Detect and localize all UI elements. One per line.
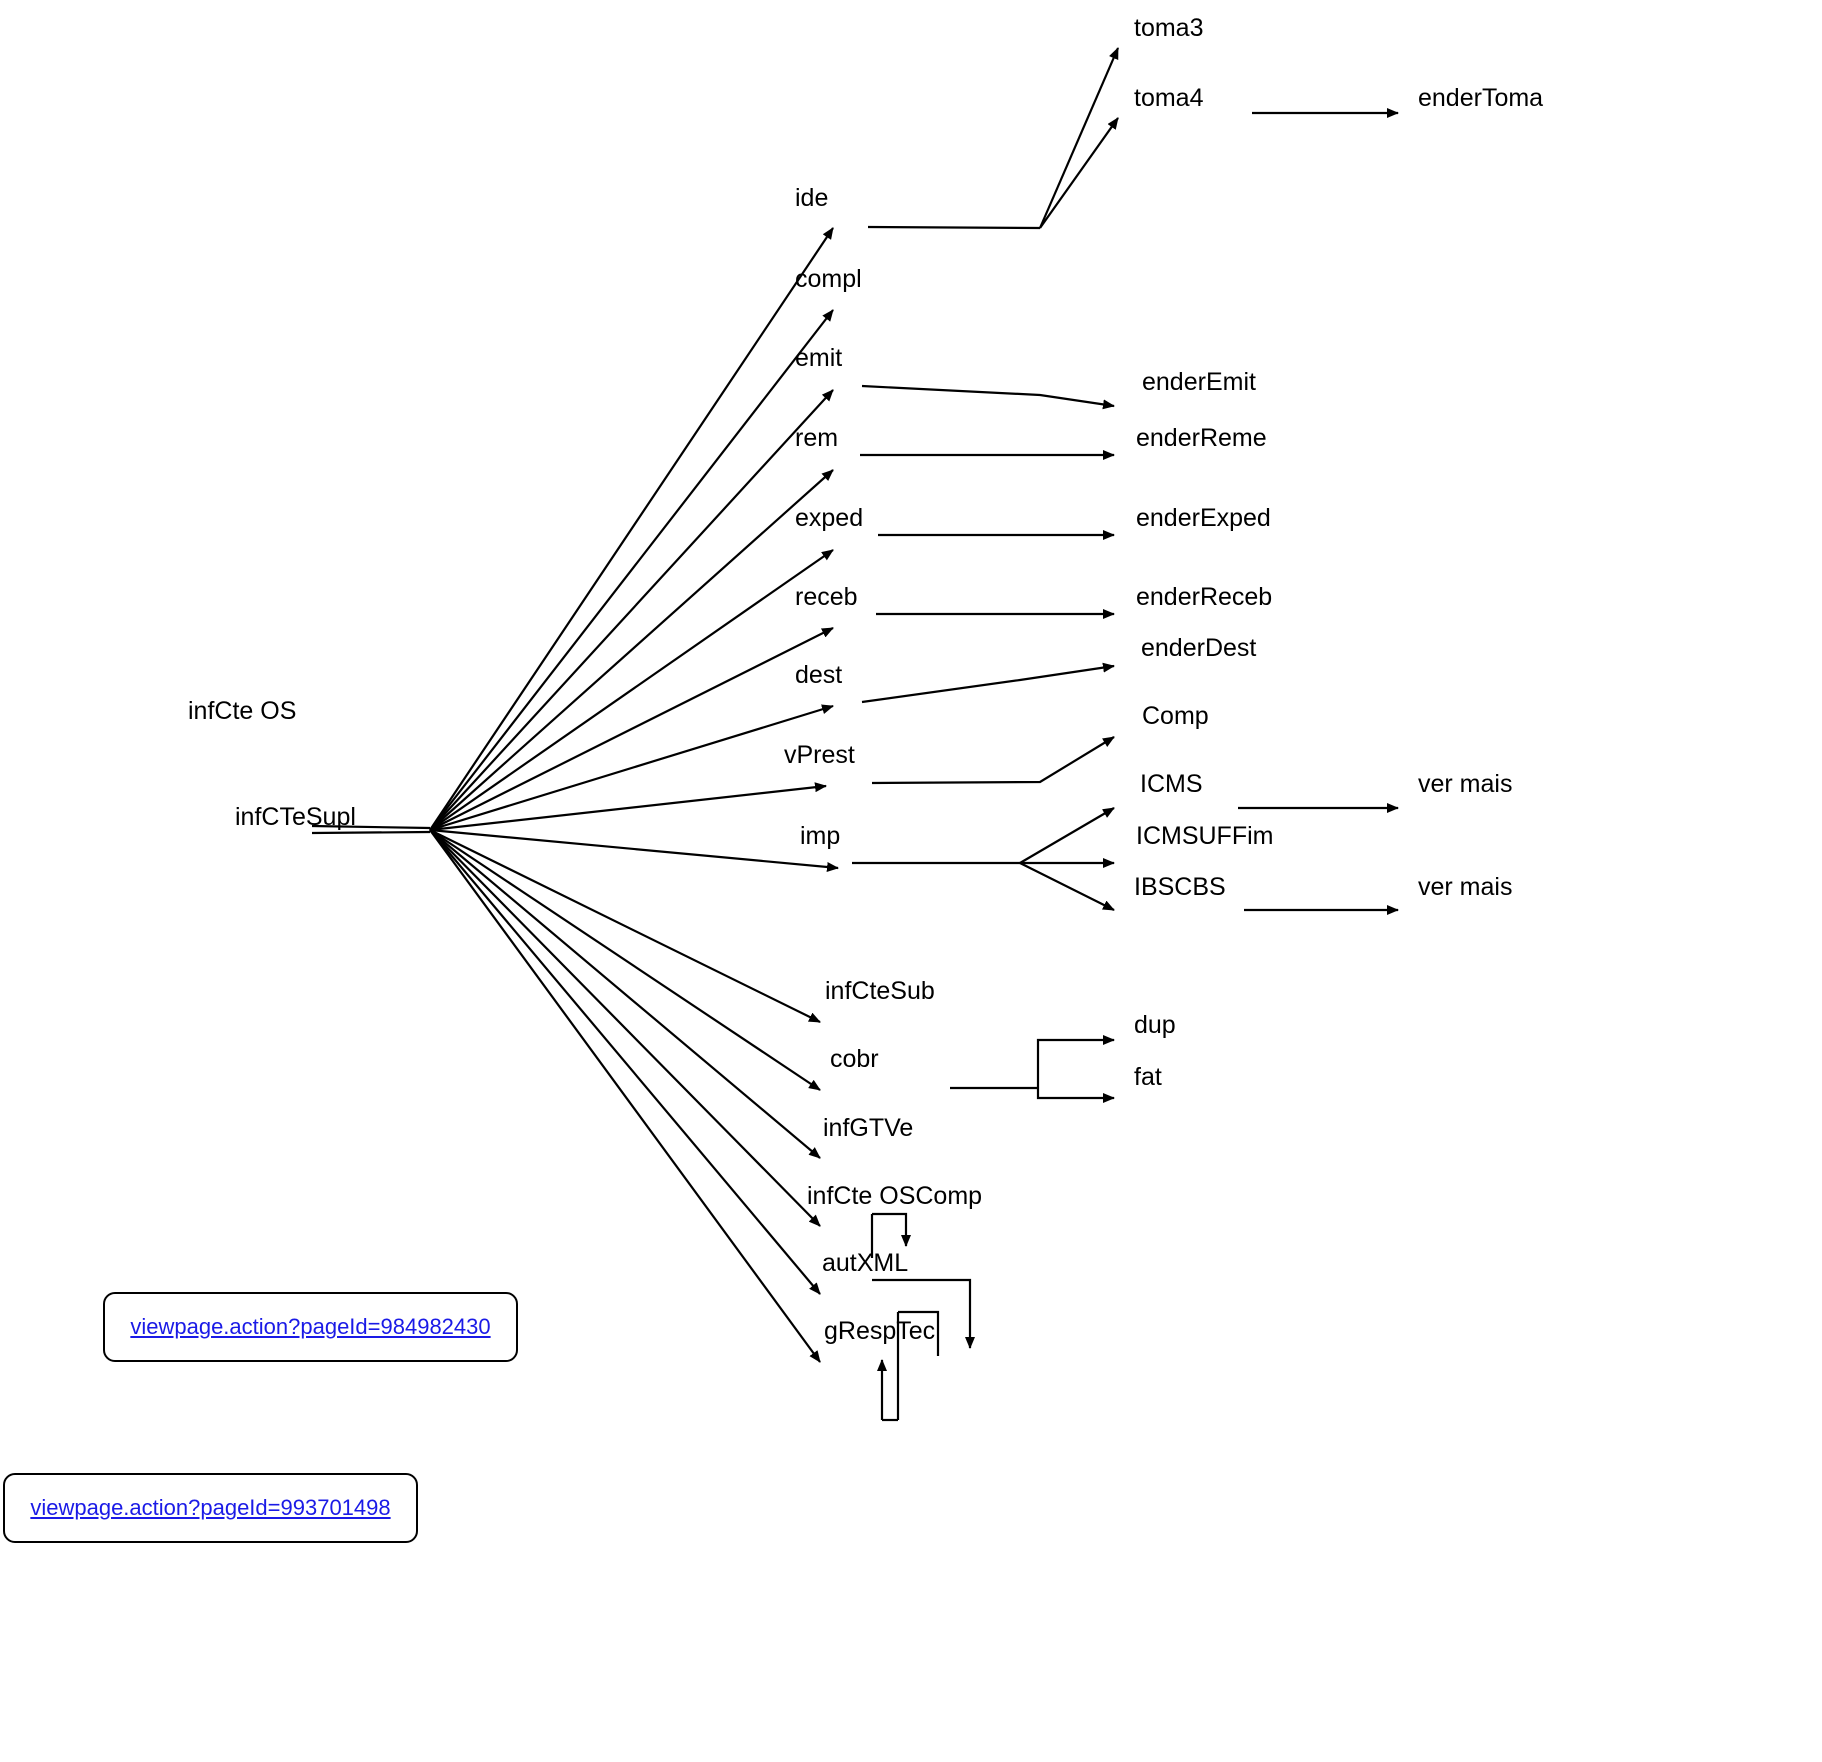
node-toma3-label: toma3 [1134, 14, 1204, 42]
node-enderemit[interactable] [1142, 368, 1256, 396]
node-icmsuffim[interactable] [1136, 822, 1273, 850]
node-rem[interactable] [795, 424, 838, 452]
node-toma4[interactable] [1134, 84, 1203, 112]
node-enderdest[interactable] [1141, 634, 1256, 662]
node-dup-label: dup [1134, 1011, 1176, 1039]
node-gresptec-label: gRespTec [824, 1317, 936, 1345]
node-endertoma[interactable] [1418, 84, 1543, 112]
node-emit-label: emit [795, 344, 843, 372]
node-vermais-icms-label: ver mais [1418, 770, 1513, 798]
node-ide[interactable] [795, 184, 828, 212]
node-receb[interactable] [795, 583, 858, 611]
node-vprest-label: vPrest [784, 741, 855, 769]
node-infctesub-label: infCteSub [825, 977, 935, 1005]
node-toma4-label: toma4 [1134, 84, 1204, 112]
node-root-subtitle[interactable] [235, 803, 356, 831]
node-enderdest-label: enderDest [1141, 634, 1257, 662]
link-box-993701498[interactable] [3, 1473, 418, 1543]
node-vermais-icms[interactable] [1418, 770, 1512, 798]
node-ide-label: ide [795, 184, 829, 212]
node-compl-label: compl [795, 265, 862, 293]
node-fat[interactable] [1134, 1063, 1162, 1091]
node-toma3[interactable] [1134, 14, 1203, 42]
node-enderemit-label: enderEmit [1142, 368, 1256, 396]
node-comp[interactable] [1142, 702, 1209, 730]
node-vermais-ibscbs-label: ver mais [1418, 873, 1513, 901]
node-exped-label: exped [795, 504, 864, 532]
node-imp-label: imp [800, 822, 841, 850]
node-emit[interactable] [795, 344, 842, 372]
node-root[interactable] [188, 697, 296, 725]
node-enderreceb-label: enderReceb [1136, 583, 1273, 611]
node-ibscbs-label: IBSCBS [1134, 873, 1226, 901]
node-infcteoscomp[interactable] [807, 1182, 982, 1210]
node-vermais-ibscbs[interactable] [1418, 873, 1512, 901]
node-compl[interactable] [795, 265, 862, 293]
node-cobr[interactable] [830, 1045, 879, 1073]
node-receb-label: receb [795, 583, 858, 611]
node-enderreceb[interactable] [1136, 583, 1272, 611]
node-autxml[interactable] [822, 1249, 908, 1277]
node-icms[interactable] [1140, 770, 1203, 798]
node-enderreme[interactable] [1136, 424, 1267, 452]
node-dup[interactable] [1134, 1011, 1176, 1039]
node-root-label: infCte OS [188, 697, 297, 725]
node-imp[interactable] [800, 822, 840, 850]
node-enderexped-label: enderExped [1136, 504, 1271, 532]
node-fat-label: fat [1134, 1063, 1162, 1091]
node-rem-label: rem [795, 424, 839, 452]
node-enderreme-label: enderReme [1136, 424, 1267, 452]
link-984982430[interactable]: viewpage.action?pageId=984982430 [130, 1314, 491, 1339]
node-vprest[interactable] [784, 741, 855, 769]
node-dest[interactable] [795, 661, 842, 689]
node-enderexped[interactable] [1136, 504, 1271, 532]
node-dest-label: dest [795, 661, 843, 689]
node-infgtve-label: infGTVe [823, 1114, 914, 1142]
node-infctesub[interactable] [825, 977, 935, 1005]
link-993701498[interactable]: viewpage.action?pageId=993701498 [30, 1495, 391, 1520]
node-icms-label: ICMS [1140, 770, 1203, 798]
link-box-984982430[interactable] [103, 1292, 518, 1362]
node-infcteoscomp-label: infCte OSComp [807, 1182, 983, 1210]
node-cobr-label: cobr [830, 1045, 879, 1073]
node-icmsuffim-label: ICMSUFFim [1136, 822, 1274, 850]
node-exped[interactable] [795, 504, 863, 532]
node-ibscbs[interactable] [1134, 873, 1226, 901]
node-endertoma-label: enderToma [1418, 84, 1544, 112]
node-autxml-label: autXML [822, 1249, 909, 1277]
node-infgtve[interactable] [823, 1114, 913, 1142]
node-root-subtitle-label: infCTeSupl [235, 803, 356, 831]
node-comp-label: Comp [1142, 702, 1209, 730]
node-gresptec[interactable] [824, 1317, 935, 1345]
